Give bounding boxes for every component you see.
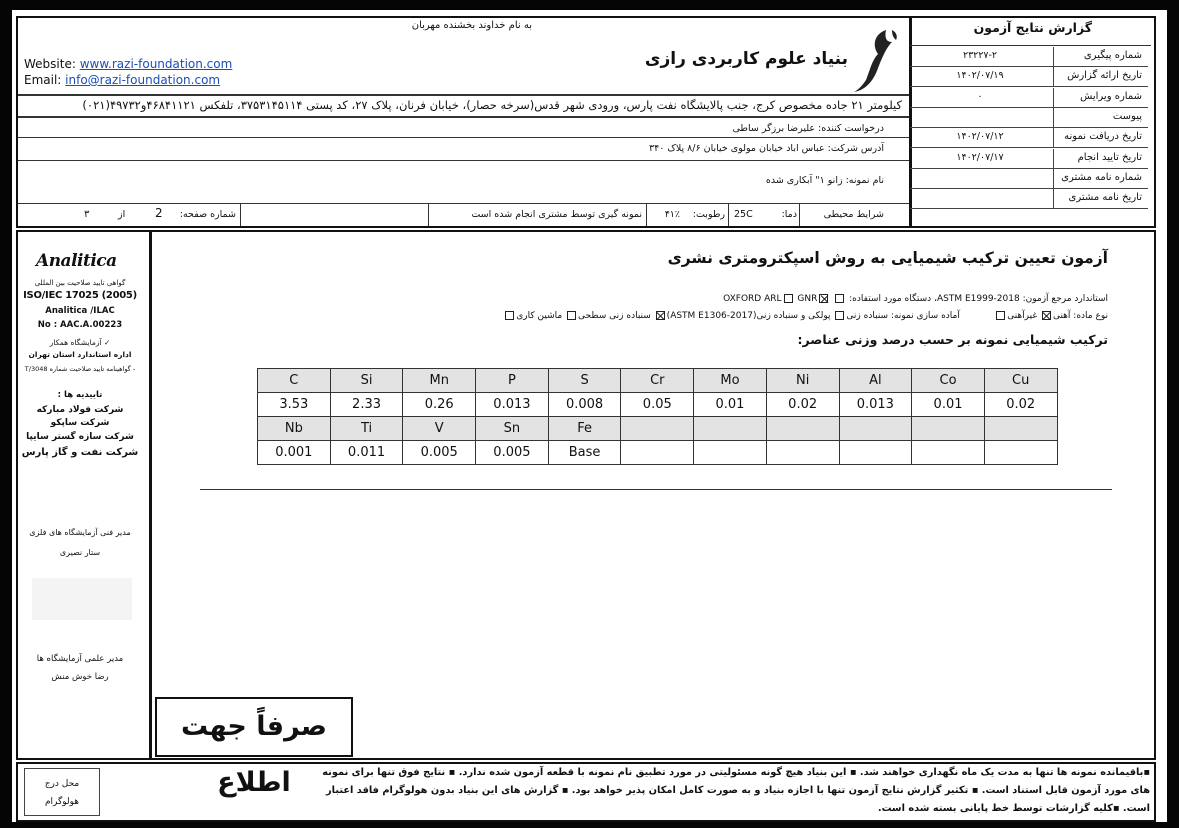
element-symbol: S: [548, 369, 621, 393]
partner-cert: - گواهینامه تایید صلاحیت شماره T/3048: [24, 365, 136, 373]
element-value: 0.011: [330, 441, 403, 465]
element-header-row: [258, 417, 1058, 441]
customer-rule-2: [18, 160, 909, 161]
prep-option: پولکی و سنباده زنی(ASTM E1306-2017): [666, 311, 831, 321]
element-symbol: Sn: [476, 417, 549, 441]
report-info-label: تاریخ ارائه گزارش: [1067, 70, 1142, 82]
report-info-divider: [1053, 47, 1054, 67]
empty-cell: [621, 441, 694, 465]
material-option: آهنی: [1052, 311, 1071, 321]
element-symbol: V: [403, 417, 476, 441]
report-info-label: پیوست: [1112, 110, 1142, 122]
partner-org: اداره استاندارد استان تهران: [28, 350, 132, 359]
element-value: 0.01: [912, 393, 985, 417]
prep-checkbox-checked[interactable]: [656, 311, 665, 320]
env-sep-4: [428, 204, 429, 226]
empty-cell: [766, 441, 839, 465]
element-symbol: Cr: [621, 369, 694, 393]
hologram-box: [24, 768, 100, 816]
hologram-label: محل درج: [44, 779, 80, 789]
for-information-stamp: صرفاً جهت اطلاع: [155, 697, 353, 757]
element-symbol: Mn: [403, 369, 476, 393]
customer-rule-3: [18, 203, 909, 204]
empty-cell: [984, 441, 1057, 465]
prep-checkbox[interactable]: [567, 311, 576, 320]
report-info-row: [910, 88, 1148, 108]
test-title: آزمون تعیین ترکیب شیمیایی به روش اسپکترومتری نشری: [667, 249, 1108, 267]
empty-cell: [694, 417, 767, 441]
device-option: ARL: [764, 294, 782, 304]
report-info-label: تاریخ نامه مشتری: [1068, 192, 1142, 204]
page-number: 2: [155, 206, 163, 220]
report-info-value: ۰: [977, 90, 983, 102]
website-link[interactable]: www.razi-foundation.com: [79, 57, 233, 71]
report-info-row: [910, 128, 1148, 148]
org-address: کیلومتر ۲۱ جاده مخصوص کرج، جنب پالایشگاه نفت پارس، ورودی شهر قدس(سرخه حصار)، خیابان فرنان، پلاک ۲۷، کد پستی ۳۷۵۳۱۴۵۱۱۴، تلفکس ۴۶۸۴۱۱۲۱و۴۹۷۳۲(۰۲۱): [82, 98, 902, 112]
env-sep-5: [240, 204, 241, 226]
element-value: 0.01: [694, 393, 767, 417]
sample-name: نام نمونه: زانو ۱" آبکاری شده: [765, 175, 884, 186]
partner-lab-text: آزمایشگاه همکار: [49, 338, 102, 347]
website-row: [24, 57, 232, 71]
humidity-value: ۴۱٪: [664, 209, 680, 220]
disclaimer-line: است. ▪کلیه گزارشات توسط خط پایانی بسته شده است.: [877, 803, 1150, 814]
element-symbol: Fe: [548, 417, 621, 441]
element-symbol: Mo: [694, 369, 767, 393]
report-info-value: ۱۴۰۲/۰۷/۱۹: [956, 70, 1004, 82]
element-symbol: Ti: [330, 417, 403, 441]
report-info-divider: [1053, 88, 1054, 108]
prep-option: سنباده زنی: [846, 311, 889, 321]
header-rule-1: [18, 94, 909, 96]
prep-option: ماشین کاری: [516, 311, 563, 321]
element-value: 0.26: [403, 393, 476, 417]
report-info-row: [910, 149, 1148, 169]
material-prep-row: [412, 309, 1108, 323]
empty-cell: [839, 441, 912, 465]
approval-item: شرکت سازه گستر سایپا: [26, 432, 134, 442]
prep-checkbox[interactable]: [505, 311, 514, 320]
empty-cell: [912, 417, 985, 441]
screen-bezel-top: [0, 0, 1179, 10]
env-label: شرایط محیطی: [823, 209, 884, 220]
standard-row: استاندارد مرجع آزمون: ASTM E1999-2018، دستگاه مورد استفاده: GNR ARL OXFORD: [723, 294, 1108, 304]
header-rule-2: [18, 116, 909, 118]
org-logo-icon: [852, 24, 900, 96]
element-value: 0.008: [548, 393, 621, 417]
element-symbol: Si: [330, 369, 403, 393]
approval-item: شرکت نفت و گاز پارس: [21, 447, 139, 458]
material-label: نوع ماده:: [1073, 311, 1108, 321]
website-label: Website:: [24, 57, 76, 71]
report-info-divider: [1053, 169, 1054, 189]
temp-value: 25C: [734, 209, 753, 220]
element-value: 0.013: [839, 393, 912, 417]
env-sep-1: [799, 204, 800, 226]
page-label: شماره صفحه:: [179, 209, 236, 220]
empty-cell: [694, 441, 767, 465]
report-info-row: [910, 108, 1148, 128]
standard-value: ASTM E1999-2018: [936, 294, 1020, 304]
element-value: 0.013: [476, 393, 549, 417]
report-info-row: [910, 47, 1148, 67]
element-header-row: [258, 369, 1058, 393]
analitica-logo: Analitica: [36, 251, 117, 271]
device-checkbox[interactable]: [784, 294, 793, 303]
report-info-divider: [1053, 189, 1054, 209]
screen-bezel-left: [0, 0, 12, 828]
report-title: گزارش نتایج آزمون: [973, 20, 1092, 35]
accreditation-standard: ISO/IEC 17025 (2005): [23, 290, 137, 301]
chemistry-table: [257, 368, 1058, 465]
element-value: Base: [548, 441, 621, 465]
empty-cell: [766, 417, 839, 441]
report-document: [12, 10, 1167, 822]
report-info-divider: [1053, 149, 1054, 169]
page-total: ۳: [84, 209, 90, 220]
screen-bezel-bottom: [0, 822, 1179, 828]
element-value: 0.05: [621, 393, 694, 417]
org-name: بنیاد علوم کاربردی رازی: [644, 49, 848, 69]
email-row: [24, 73, 220, 87]
element-value-row: [258, 393, 1058, 417]
report-info-divider: [1053, 67, 1054, 87]
report-info-label: تاریخ تایید انجام: [1077, 151, 1142, 163]
empty-cell: [984, 417, 1057, 441]
element-symbol: Co: [912, 369, 985, 393]
sci-manager-name: رضا خوش منش: [51, 672, 109, 682]
disclaimer-line: ▪باقیمانده نمونه ها تنها به مدت یک ماه نگهداری خواهند شد. ▪ این بنیاد هیچ گونه مسئولیتی در مورد تطبیق نام نمونه با قطعه آزمون شده ندارد. ▪ نتایج فوق تنها برای نمونه: [322, 767, 1150, 778]
report-info-row: [910, 169, 1148, 189]
report-info-row: [910, 189, 1148, 209]
element-value: 3.53: [258, 393, 331, 417]
empty-cell: [621, 417, 694, 441]
approval-item: شرکت ساپکو: [50, 418, 110, 428]
report-info-value: ۱۴۰۲/۰۷/۱۲: [956, 131, 1004, 143]
empty-cell: [912, 441, 985, 465]
bismillah: به نام خداوند بخشنده مهربان: [411, 20, 532, 31]
end-of-report-line: [200, 489, 1112, 490]
approvals-title: تاییدیه ها :: [57, 390, 103, 400]
device-checkbox[interactable]: [835, 294, 844, 303]
element-symbol: Al: [839, 369, 912, 393]
signature-area: [32, 578, 132, 620]
accreditation-title: گواهی تایید صلاحیت بین المللی: [34, 279, 126, 287]
temp-label: دما:: [781, 209, 797, 220]
tech-manager-name: ستار نصیری: [59, 548, 101, 557]
element-symbol: Ni: [766, 369, 839, 393]
report-info-label: شماره پیگیری: [1083, 50, 1142, 61]
checkmark-icon: ✓: [101, 338, 111, 347]
tech-manager-title: مدیر فنی آزمایشگاه های فلزی: [29, 528, 131, 537]
prep-checkbox[interactable]: [835, 311, 844, 320]
report-info-label: تاریخ دریافت نمونه: [1064, 131, 1142, 143]
sci-manager-title: مدیر علمی آزمایشگاه ها: [36, 654, 124, 664]
email-label: Email:: [24, 73, 62, 87]
empty-cell: [839, 417, 912, 441]
material-checkbox-checked[interactable]: [1042, 311, 1051, 320]
company-address: آدرس شرکت: عباس اباد خیابان مولوی خیابان ۸/۶ پلاک ۳۴۰: [649, 143, 884, 154]
material-checkbox[interactable]: [996, 311, 1005, 320]
element-symbol: Nb: [258, 417, 331, 441]
sidebar-divider: [149, 230, 152, 760]
screen-bezel-right: [1167, 0, 1179, 828]
material-option: غیرآهنی: [1007, 311, 1038, 321]
element-value: 2.33: [330, 393, 403, 417]
element-value: 0.02: [984, 393, 1057, 417]
element-symbol: C: [258, 369, 331, 393]
customer-rule-1: [18, 137, 909, 138]
approval-item: شرکت فولاد مبارکه: [36, 405, 124, 415]
device-option: GNR: [797, 294, 818, 304]
report-info-label: شماره نامه مشتری: [1061, 171, 1142, 183]
report-info-value: ۲۳۲۲۷-۲: [962, 50, 998, 61]
report-info-divider: [1053, 128, 1054, 148]
disclaimer-line: های مورد آزمون قابل استناد است. ▪ تکثیر گزارش نتایج آزمون تنها با اجازه بنیاد و به صورت کامل امکان پذیر خواهد بود. ▪ گزارش های این بنیاد بدون هولوگرام فاقد اعتبار: [326, 785, 1150, 796]
sampling-note: نمونه گیری توسط مشتری انجام شده است: [471, 209, 642, 220]
accreditation-body: Analitica /ILAC: [45, 306, 115, 316]
element-value: 0.02: [766, 393, 839, 417]
standard-label: استاندارد مرجع آزمون:: [1022, 294, 1108, 304]
env-sep-2: [728, 204, 729, 226]
report-info-value: ۱۴۰۲/۰۷/۱۷: [956, 151, 1004, 163]
report-title-underline: [910, 45, 1151, 46]
report-info-row: [910, 67, 1148, 87]
humidity-label: رطوبت:: [692, 209, 725, 220]
requester: درخواست کننده: علیرضا برزگر ساطی: [732, 123, 884, 134]
element-value: 0.001: [258, 441, 331, 465]
element-value: 0.005: [476, 441, 549, 465]
device-checkbox-checked[interactable]: [819, 294, 828, 303]
accreditation-number: No : AAC.A.00223: [37, 320, 123, 330]
element-value: 0.005: [403, 441, 476, 465]
report-info-label: شماره ویرایش: [1080, 90, 1142, 102]
email-link[interactable]: info@razi-foundation.com: [65, 73, 221, 87]
composition-title: ترکیب شیمیایی نمونه بر حسب درصد وزنی عناصر:: [797, 332, 1108, 347]
device-label: دستگاه مورد استفاده:: [849, 294, 932, 304]
report-info-divider: [1053, 108, 1054, 128]
element-symbol: Cu: [984, 369, 1057, 393]
element-symbol: P: [476, 369, 549, 393]
prep-label: آماده سازی نمونه:: [890, 311, 960, 321]
page-of: از: [118, 209, 126, 220]
env-sep-3: [646, 204, 647, 226]
device-option: OXFORD: [723, 294, 762, 304]
prep-option: سنباده زنی سطحی: [578, 311, 651, 321]
hologram-label: هولوگرام: [44, 797, 80, 807]
element-value-row: [258, 441, 1058, 465]
